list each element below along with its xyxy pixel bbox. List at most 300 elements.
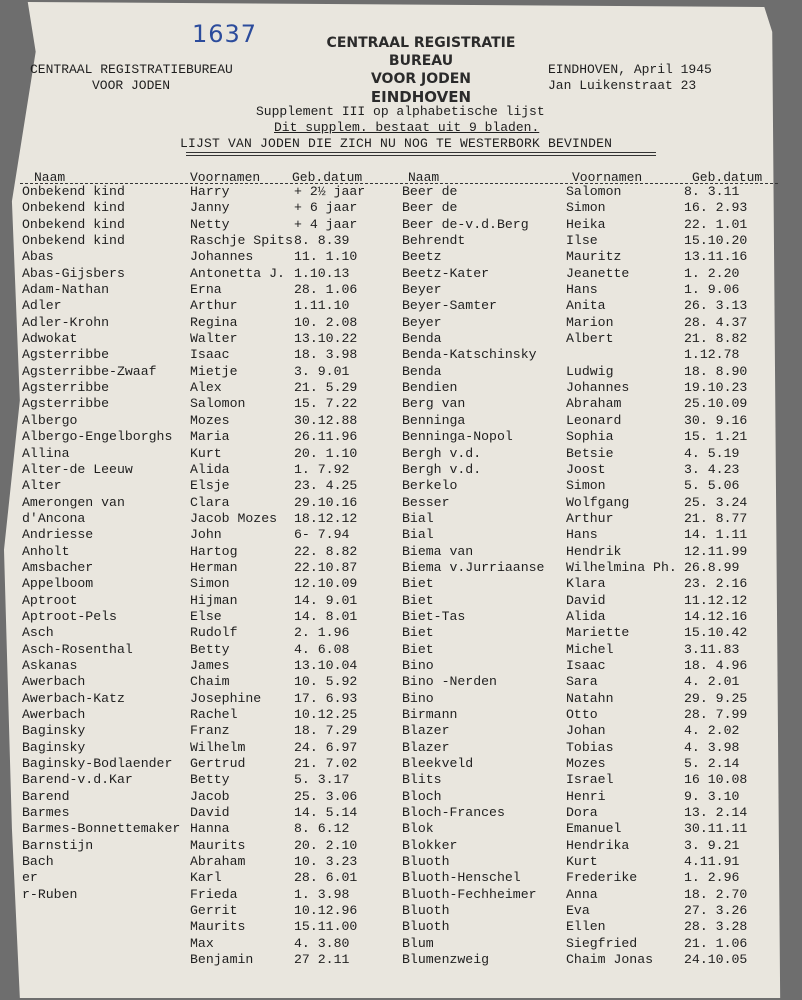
firstname-cell: Anna xyxy=(566,886,598,902)
surname-cell: Albergo xyxy=(22,412,78,428)
firstname-cell: Tobias xyxy=(566,739,614,755)
surname-cell: Adwokat xyxy=(22,331,78,347)
table-row xyxy=(22,364,392,380)
firstname-cell: Hendrik xyxy=(566,543,622,559)
firstname-cell: Jacob xyxy=(190,788,230,804)
birthdate-cell: 1.10.13 xyxy=(294,265,350,281)
surname-cell: Adler-Krohn xyxy=(22,314,110,330)
surname-cell: Bluoth xyxy=(402,919,450,935)
birthdate-cell: 10. 5.92 xyxy=(294,674,358,690)
stamp-line-1: CENTRAAL REGISTRATIE BUREAU xyxy=(326,35,516,69)
table-row xyxy=(402,462,782,478)
birthdate-cell: 13. 2.14 xyxy=(684,805,748,821)
birthdate-cell: 29.10.16 xyxy=(294,494,358,510)
supplement-note: Dit supplem. bestaat uit 9 bladen. xyxy=(274,120,540,135)
surname-cell: Onbekend kind xyxy=(22,216,125,232)
table-row xyxy=(22,887,392,903)
surname-cell: Beer de-v.d.Berg xyxy=(402,216,529,232)
table-row xyxy=(22,217,392,233)
firstname-cell: Leonard xyxy=(566,412,622,428)
firstname-cell: Heika xyxy=(566,216,606,232)
surname-cell: Bloch-Frances xyxy=(402,805,505,821)
place-date-line: EINDHOVEN, April 1945 xyxy=(548,62,712,77)
birthdate-cell: 2. 1.96 xyxy=(294,625,350,641)
surname-cell: Biet xyxy=(402,592,434,608)
surname-cell: Asch xyxy=(22,625,54,641)
firstname-cell: Antonetta J. xyxy=(190,265,285,281)
table-row xyxy=(22,396,392,412)
birthdate-cell: 12.10.09 xyxy=(294,576,358,592)
firstname-cell: Natahn xyxy=(566,690,614,706)
firstname-cell: Sara xyxy=(566,674,598,690)
table-row xyxy=(402,560,782,576)
table-row xyxy=(402,429,782,445)
table-row xyxy=(402,691,782,707)
birthdate-cell: 15. 7.22 xyxy=(294,396,358,412)
firstname-cell: Raschje Spits xyxy=(190,233,293,249)
surname-cell: Biet-Tas xyxy=(402,608,466,624)
surname-cell: Onbekend kind xyxy=(22,233,125,249)
table-row xyxy=(22,380,392,396)
firstname-cell: Arthur xyxy=(566,510,614,526)
birthdate-cell: 3. 9.01 xyxy=(294,363,350,379)
firstname-cell: Isaac xyxy=(190,347,230,363)
header-gebdatum-right: Geb.datum xyxy=(692,170,763,185)
firstname-cell: Otto xyxy=(566,707,598,722)
firstname-cell: Franz xyxy=(190,723,230,739)
birthdate-cell: 13.11.16 xyxy=(684,249,748,265)
table-row xyxy=(402,789,782,805)
organization-header xyxy=(30,62,233,94)
firstname-cell: Rudolf xyxy=(190,625,238,641)
firstname-cell: Johan xyxy=(566,723,606,739)
header-voornamen-right: Voornamen xyxy=(572,170,643,185)
surname-cell: Agsterribbe xyxy=(22,380,110,396)
birthdate-cell: 18.12.12 xyxy=(294,510,358,526)
firstname-cell: Hendrika xyxy=(566,837,630,853)
table-row xyxy=(402,593,782,609)
table-row xyxy=(22,315,392,331)
birthdate-cell: 16 10.08 xyxy=(684,772,748,788)
left-column xyxy=(22,184,392,969)
supplement-title: Supplement III op alphabetische lijst xyxy=(256,104,545,119)
surname-cell: Bleekveld xyxy=(402,756,474,772)
table-row xyxy=(22,625,392,641)
table-row xyxy=(22,282,392,298)
firstname-cell: Simon xyxy=(566,200,606,216)
table-row xyxy=(402,347,782,363)
firstname-cell: Rachel xyxy=(190,707,238,722)
birthdate-cell: 3.11.83 xyxy=(684,641,740,657)
stamp-line-3: EINDHOVEN xyxy=(370,88,472,106)
birthdate-cell: 4.11.91 xyxy=(684,854,740,870)
table-row xyxy=(402,446,782,462)
firstname-cell: Salomon xyxy=(566,184,622,199)
birthdate-cell: 19.10.23 xyxy=(684,380,748,396)
surname-cell: Bergh v.d. xyxy=(402,445,482,461)
surname-cell: Onbekend kind xyxy=(22,184,125,199)
firstname-cell: Emanuel xyxy=(566,821,622,837)
surname-cell: Aptroot-Pels xyxy=(22,608,117,624)
surname-cell: Benda-Katschinsky xyxy=(402,347,537,363)
birthdate-cell: 23. 2.16 xyxy=(684,576,748,592)
surname-cell: Baginsky xyxy=(22,723,86,739)
table-row xyxy=(22,854,392,870)
surname-cell: Blumenzweig xyxy=(402,952,490,968)
firstname-cell: Ludwig xyxy=(566,363,614,379)
firstname-cell: Kurt xyxy=(190,445,222,461)
firstname-cell: Betsie xyxy=(566,445,614,461)
table-row xyxy=(22,511,392,527)
surname-cell: Benda xyxy=(402,331,442,347)
birthdate-cell: 28. 6.01 xyxy=(294,870,358,886)
firstname-cell: Hanna xyxy=(190,821,230,837)
table-row xyxy=(22,347,392,363)
firstname-cell: Maurits xyxy=(190,837,246,853)
surname-cell: Alter-de Leeuw xyxy=(22,461,133,477)
birthdate-cell: 21. 8.82 xyxy=(684,331,748,347)
firstname-cell: Gertrud xyxy=(190,756,246,772)
table-row xyxy=(22,691,392,707)
firstname-cell: Erna xyxy=(190,282,222,298)
surname-cell: Beer de xyxy=(402,184,458,199)
table-row xyxy=(22,478,392,494)
firstname-cell: Simon xyxy=(190,576,230,592)
firstname-cell: David xyxy=(566,592,606,608)
birthdate-cell: 14. 8.01 xyxy=(294,608,358,624)
table-row xyxy=(402,740,782,756)
table-row xyxy=(402,936,782,952)
birthdate-cell: 4. 5.19 xyxy=(684,445,740,461)
birthdate-cell: 22. 8.82 xyxy=(294,543,358,559)
birthdate-cell: 5. 2.14 xyxy=(684,756,740,772)
firstname-cell: Chaim Jonas xyxy=(566,952,654,968)
birthdate-cell: 11.12.12 xyxy=(684,592,748,608)
table-row xyxy=(402,298,782,314)
firstname-cell: Israel xyxy=(566,772,614,788)
birthdate-cell: 25. 3.24 xyxy=(684,494,748,510)
surname-cell: Agsterribbe xyxy=(22,396,110,412)
table-row xyxy=(402,854,782,870)
surname-cell: Abas xyxy=(22,249,54,265)
birthdate-cell: 29. 9.25 xyxy=(684,690,748,706)
firstname-cell: Harry xyxy=(190,184,230,199)
office-stamp xyxy=(296,34,546,106)
surname-cell: Blok xyxy=(402,821,434,837)
surname-cell: Biet xyxy=(402,576,434,592)
birthdate-cell: + 2½ jaar xyxy=(294,184,366,199)
table-row xyxy=(22,870,392,886)
firstname-cell: Henri xyxy=(566,788,606,804)
surname-cell: Bendien xyxy=(402,380,458,396)
table-row xyxy=(402,495,782,511)
surname-cell: Bino xyxy=(402,657,434,673)
birthdate-cell: 14.12.16 xyxy=(684,608,748,624)
table-row xyxy=(402,380,782,396)
birthdate-cell: 1. 2.20 xyxy=(684,265,740,281)
table-row xyxy=(402,527,782,543)
firstname-cell: James xyxy=(190,657,230,673)
birthdate-cell: 26. 3.13 xyxy=(684,298,748,314)
surname-cell: Barmes-Bonnettemaker xyxy=(22,821,181,837)
birthdate-cell: 1. 7.92 xyxy=(294,461,350,477)
firstname-cell: Alida xyxy=(190,461,230,477)
surname-cell: Barnstijn xyxy=(22,837,94,853)
birthdate-cell: 27. 3.26 xyxy=(684,903,748,919)
table-row xyxy=(402,870,782,886)
birthdate-cell: 6- 7.94 xyxy=(294,527,350,543)
table-row xyxy=(402,658,782,674)
birthdate-cell: 30.11.11 xyxy=(684,821,748,837)
table-row xyxy=(402,511,782,527)
surname-cell: Birmann xyxy=(402,707,458,722)
table-row xyxy=(22,413,392,429)
birthdate-cell: 18. 8.90 xyxy=(684,363,748,379)
table-row xyxy=(22,919,392,935)
surname-cell: Anholt xyxy=(22,543,70,559)
table-row xyxy=(402,756,782,772)
birthdate-cell: 14. 1.11 xyxy=(684,527,748,543)
birthdate-cell: 4. 3.98 xyxy=(684,739,740,755)
firstname-cell: Frederike xyxy=(566,870,638,886)
surname-cell: Adam-Nathan xyxy=(22,282,110,298)
firstname-cell: Salomon xyxy=(190,396,246,412)
surname-cell: Bino -Nerden xyxy=(402,674,497,690)
firstname-cell: Benjamin xyxy=(190,952,254,968)
table-row xyxy=(22,952,392,968)
surname-cell: Awerbach xyxy=(22,674,86,690)
surname-cell: Awerbach xyxy=(22,707,86,722)
firstname-cell: Chaim xyxy=(190,674,230,690)
firstname-cell: Abraham xyxy=(566,396,622,412)
header-gebdatum-left: Geb.datum xyxy=(292,170,363,185)
table-row xyxy=(402,413,782,429)
table-row xyxy=(402,396,782,412)
table-row xyxy=(22,576,392,592)
firstname-cell: Simon xyxy=(566,478,606,494)
firstname-cell: Regina xyxy=(190,314,238,330)
surname-cell: Asch-Rosenthal xyxy=(22,641,133,657)
surname-cell: Beyer xyxy=(402,314,442,330)
surname-cell: Allina xyxy=(22,445,70,461)
birthdate-cell: 13.10.22 xyxy=(294,331,358,347)
surname-cell: Agsterribbe-Zwaaf xyxy=(22,363,157,379)
table-row xyxy=(22,903,392,919)
surname-cell: Benninga-Nopol xyxy=(402,429,513,445)
surname-cell: Beetz-Kater xyxy=(402,265,490,281)
surname-cell: Blazer xyxy=(402,739,450,755)
firstname-cell: Hijman xyxy=(190,592,238,608)
birthdate-cell: 1. 3.98 xyxy=(294,886,350,902)
surname-cell: Bloch xyxy=(402,788,442,804)
birthdate-cell: 5. 5.06 xyxy=(684,478,740,494)
firstname-cell: Netty xyxy=(190,216,230,232)
table-row xyxy=(22,184,392,200)
surname-cell: Blazer xyxy=(402,723,450,739)
birthdate-cell: 1.11.10 xyxy=(294,298,350,314)
table-row xyxy=(402,331,782,347)
birthdate-cell: 4. 2.01 xyxy=(684,674,740,690)
surname-cell: Albergo-Engelborghs xyxy=(22,429,173,445)
table-row xyxy=(402,772,782,788)
birthdate-cell: 14. 9.01 xyxy=(294,592,358,608)
firstname-cell: Mauritz xyxy=(566,249,622,265)
firstname-cell: Johannes xyxy=(190,249,254,265)
surname-cell: Biet xyxy=(402,625,434,641)
firstname-cell: Albert xyxy=(566,331,614,347)
handwritten-page-number: 1637 xyxy=(192,20,258,48)
surname-cell: Biema van xyxy=(402,543,474,559)
surname-cell: Baginsky-Bodlaender xyxy=(22,756,173,772)
birthdate-cell: 25.10.09 xyxy=(684,396,748,412)
surname-cell: Bial xyxy=(402,510,434,526)
birthdate-cell: 18. 3.98 xyxy=(294,347,358,363)
firstname-cell: Klara xyxy=(566,576,606,592)
firstname-cell: Anita xyxy=(566,298,606,314)
surname-cell: Bluoth-Henschel xyxy=(402,870,521,886)
birthdate-cell: 22.10.87 xyxy=(294,559,358,575)
firstname-cell: Wilhelmina Ph. xyxy=(566,559,677,575)
surname-cell: Baginsky xyxy=(22,739,86,755)
birthdate-cell: 10. 3.23 xyxy=(294,854,358,870)
firstname-cell: Wolfgang xyxy=(566,494,630,510)
firstname-cell: Karl xyxy=(190,870,222,886)
table-row xyxy=(402,887,782,903)
birthdate-cell: + 4 jaar xyxy=(294,216,358,232)
table-row xyxy=(22,593,392,609)
firstname-cell: Max xyxy=(190,935,214,951)
birthdate-cell: 28. 3.28 xyxy=(684,919,748,935)
surname-cell: Alter xyxy=(22,478,62,494)
firstname-cell: Betty xyxy=(190,772,230,788)
surname-cell: Adler xyxy=(22,298,62,314)
firstname-cell: Betty xyxy=(190,641,230,657)
table-row xyxy=(402,674,782,690)
table-row xyxy=(22,658,392,674)
stamp-line-2: VOOR JODEN xyxy=(370,71,472,87)
table-row xyxy=(22,298,392,314)
table-row xyxy=(402,266,782,282)
surname-cell: Benda xyxy=(402,363,442,379)
firstname-cell: Hartog xyxy=(190,543,238,559)
surname-cell: er xyxy=(22,870,38,886)
firstname-cell: Herman xyxy=(190,559,238,575)
table-row xyxy=(22,740,392,756)
table-row xyxy=(22,789,392,805)
table-row xyxy=(22,544,392,560)
firstname-cell: David xyxy=(190,805,230,821)
birthdate-cell: 4. 3.80 xyxy=(294,935,350,951)
firstname-cell: Josephine xyxy=(190,690,262,706)
table-row xyxy=(402,233,782,249)
surname-cell: Bluoth xyxy=(402,903,450,919)
birthdate-cell: 3. 4.23 xyxy=(684,461,740,477)
surname-cell: Biet xyxy=(402,641,434,657)
birthdate-cell: 8. 6.12 xyxy=(294,821,350,837)
firstname-cell: Maurits xyxy=(190,919,246,935)
table-row xyxy=(22,642,392,658)
birthdate-cell: 28. 7.99 xyxy=(684,707,748,722)
surname-cell: Bluoth xyxy=(402,854,450,870)
birthdate-cell: 1. 9.06 xyxy=(684,282,740,298)
table-row xyxy=(402,478,782,494)
surname-cell: Amerongen van xyxy=(22,494,125,510)
birthdate-cell: 1. 2.96 xyxy=(684,870,740,886)
firstname-cell: Mietje xyxy=(190,363,238,379)
birthdate-cell: 17. 6.93 xyxy=(294,690,358,706)
birthdate-cell: 20. 2.10 xyxy=(294,837,358,853)
birthdate-cell: 10. 2.08 xyxy=(294,314,358,330)
firstname-cell: Isaac xyxy=(566,657,606,673)
firstname-cell: Ellen xyxy=(566,919,606,935)
birthdate-cell: 4. 6.08 xyxy=(294,641,350,657)
surname-cell: Barmes xyxy=(22,805,70,821)
birthdate-cell: 15.10.42 xyxy=(684,625,748,641)
surname-cell: Aptroot xyxy=(22,592,78,608)
surname-cell: Beetz xyxy=(402,249,442,265)
table-row xyxy=(402,544,782,560)
table-row xyxy=(22,936,392,952)
table-row xyxy=(22,560,392,576)
birthdate-cell: 21. 5.29 xyxy=(294,380,358,396)
table-row xyxy=(22,200,392,216)
birthdate-cell: 25. 3.06 xyxy=(294,788,358,804)
table-row xyxy=(402,249,782,265)
surname-cell: Andriesse xyxy=(22,527,94,543)
surname-cell: Bino xyxy=(402,690,434,706)
birthdate-cell: 22. 1.01 xyxy=(684,216,748,232)
firstname-cell: Arthur xyxy=(190,298,238,314)
firstname-cell: Walter xyxy=(190,331,238,347)
org-line-2: VOOR JODEN xyxy=(92,78,171,93)
surname-cell: Benninga xyxy=(402,412,466,428)
surname-cell: Barend xyxy=(22,788,70,804)
birthdate-cell: 21. 7.02 xyxy=(294,756,358,772)
list-title: LIJST VAN JODEN DIE ZICH NU NOG TE WESTERBORK BEVINDEN xyxy=(180,136,613,151)
surname-cell: d'Ancona xyxy=(22,510,86,526)
surname-cell: Blits xyxy=(402,772,442,788)
table-row xyxy=(22,609,392,625)
table-row xyxy=(402,903,782,919)
table-row xyxy=(402,952,782,968)
surname-cell: Blokker xyxy=(402,837,458,853)
table-row xyxy=(22,707,392,723)
surname-cell: r-Ruben xyxy=(22,886,78,902)
birthdate-cell: 28. 4.37 xyxy=(684,314,748,330)
double-rule xyxy=(186,152,656,156)
table-row xyxy=(22,429,392,445)
surname-cell: Onbekend kind xyxy=(22,200,125,216)
table-row xyxy=(22,331,392,347)
birthdate-cell: 5. 3.17 xyxy=(294,772,350,788)
birthdate-cell: 23. 4.25 xyxy=(294,478,358,494)
table-row xyxy=(22,674,392,690)
birthdate-cell: 18. 2.70 xyxy=(684,886,748,902)
table-row xyxy=(402,625,782,641)
firstname-cell: Siegfried xyxy=(566,935,638,951)
surname-cell: Amsbacher xyxy=(22,559,94,575)
table-row xyxy=(22,527,392,543)
birthdate-cell: 21. 1.06 xyxy=(684,935,748,951)
firstname-cell: Elsje xyxy=(190,478,230,494)
place-date-header xyxy=(548,62,712,94)
org-line-1: CENTRAAL REGISTRATIEBUREAU xyxy=(30,62,233,77)
birthdate-cell: 14. 5.14 xyxy=(294,805,358,821)
birthdate-cell: 24.10.05 xyxy=(684,952,748,968)
firstname-cell: Marion xyxy=(566,314,614,330)
birthdate-cell: 26.11.96 xyxy=(294,429,358,445)
table-row xyxy=(402,609,782,625)
